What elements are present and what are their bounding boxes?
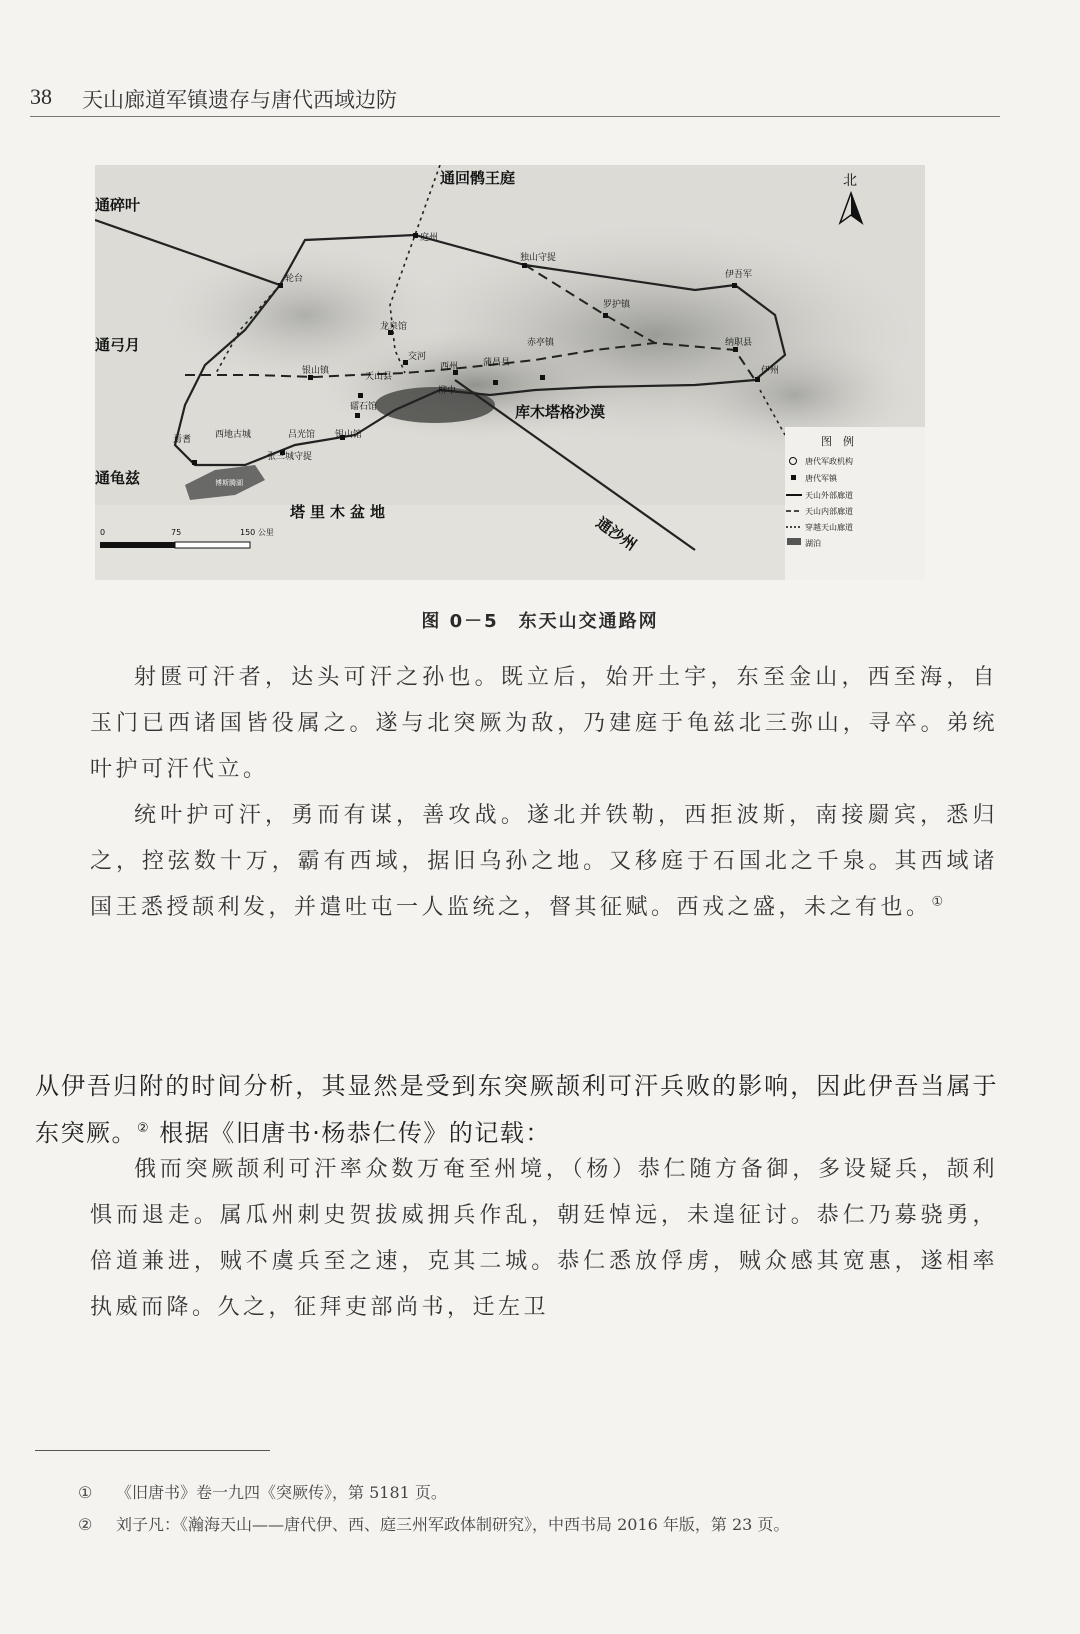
footnote-ref[interactable]: ②: [137, 1121, 151, 1136]
label-yanqi: 焉耆: [173, 435, 192, 445]
label-tianshan-xian: 天山县: [365, 372, 393, 382]
running-title: 天山廊道军镇遗存与唐代西域边防: [82, 88, 397, 112]
footnote-text: 《旧唐书》卷一九四《突厥传》，第 5181 页。: [116, 1483, 447, 1502]
label-zhangsan: 张三城守捉: [267, 452, 313, 462]
svg-text:天山外部廊道: 天山外部廊道: [805, 491, 853, 500]
footnote-item: [78, 1477, 998, 1509]
footnote-ref[interactable]: ①: [931, 894, 947, 910]
footnote-divider: [35, 1450, 270, 1451]
svg-text:150 公里: 150 公里: [240, 528, 274, 537]
label-puchang: 蒲昌县: [483, 358, 511, 368]
label-taklimakan: 塔里木盆地: [290, 503, 391, 521]
label-xidi: 西地古城: [215, 430, 252, 440]
route-map-figure: [95, 165, 925, 580]
label-longquan: 龙泉馆: [380, 322, 408, 332]
label-jiaohe: 交河: [408, 352, 427, 362]
label-yinshan-guan: 银山馆: [335, 430, 363, 440]
label-lvguang: 吕光馆: [288, 430, 316, 440]
svg-text:0: 0: [100, 528, 106, 537]
quote-paragraph: 俄而突厥颉利可汗率众数万奄至州境，（杨）恭仁随方备御，多设疑兵，颉利惧而退走。属瓜州刺史贺拔威拥兵作乱，朝廷悼远，未遑征讨。恭仁乃募骁勇，倍道兼进，贼不虞兵至之速，克其二城。恭仁悉放俘虏，贼众感其宽惠，遂相率执威而降。久之，征拜吏部尚书，迁左卫: [90, 1157, 998, 1320]
label-kumtag: 库木塔格沙漠: [515, 403, 606, 421]
label-huihe: 通回鹘王庭: [440, 169, 516, 187]
quote-paragraph: 统叶护可汗，勇而有谋，善攻战。遂北并铁勒，西拒波斯，南接罽宾，悉归之，控弦数十万，霸有西域，据旧乌孙之地。又移庭于石国北之千泉。其西域诸国王悉授颉利发，并遣吐屯一人监统之，督其征赋。西戎之盛，未之有也。①: [90, 803, 998, 920]
svg-text:穿越天山廊道: 穿越天山廊道: [805, 523, 853, 532]
footnote-mark: ②: [78, 1515, 93, 1534]
svg-text:唐代军政机构: 唐代军政机构: [805, 457, 853, 466]
svg-text:75: 75: [171, 528, 182, 537]
label-bosten: 博斯腾湖: [215, 479, 243, 487]
label-luohu: 罗护镇: [603, 300, 631, 310]
running-header: [30, 80, 1000, 117]
footnote-item: [78, 1509, 998, 1541]
label-luntai: 轮台: [285, 274, 304, 284]
svg-text:北: 北: [843, 173, 857, 189]
svg-text:图 例: 图 例: [821, 435, 854, 448]
label-suiye: 通碎叶: [95, 196, 141, 214]
label-yinshan: 银山镇: [302, 366, 330, 376]
label-liuzhong: 柳中: [438, 386, 457, 396]
label-shazhou: 通沙州: [592, 513, 640, 555]
block-quote-1: [90, 655, 998, 931]
map-legend: [785, 427, 925, 580]
label-shoushi: 礌石馆: [350, 402, 378, 412]
block-quote-2: [90, 1147, 998, 1331]
footnote-mark: ①: [78, 1483, 93, 1502]
label-gongyue: 通弓月: [95, 336, 141, 354]
quote-paragraph: 射匮可汗者，达头可汗之孙也。既立后，始开土宇，东至金山，西至海，自玉门已西诸国皆役属之。遂与北突厥为敌，乃建庭于龟兹北三弥山，寻卒。弟统叶护可汗代立。: [90, 665, 998, 782]
svg-text:湖泊: 湖泊: [805, 539, 821, 548]
label-yiwu-jun: 伊吾军: [725, 270, 753, 280]
label-xizhou: 西州: [440, 362, 459, 372]
label-chiting: 赤亭镇: [527, 338, 555, 348]
body-paragraph: 从伊吾归附的时间分析，其显然是受到东突厥颉利可汗兵败的影响，因此伊吾当属于东突厥。② 根据《旧唐书·杨恭仁传》的记载：: [35, 1072, 998, 1147]
footnotes: [78, 1477, 998, 1541]
svg-text:天山内部廊道: 天山内部廊道: [805, 507, 853, 516]
label-yizhou: 伊州: [761, 366, 780, 376]
label-nazhi: 纳职县: [725, 338, 753, 348]
page-number: 38: [30, 84, 52, 109]
footnote-text: 刘子凡：《瀚海天山——唐代伊、西、庭三州军政体制研究》，中西书局 2016 年版，第 23 页。: [116, 1515, 790, 1534]
svg-text:唐代军镇: 唐代军镇: [805, 474, 837, 483]
label-dushan: 独山守捉: [520, 253, 557, 263]
label-qiuci: 通龟兹: [95, 469, 141, 487]
figure-caption: 图 0－5 东天山交通路网: [421, 611, 659, 632]
label-tingzhou: 庭州: [420, 233, 439, 243]
